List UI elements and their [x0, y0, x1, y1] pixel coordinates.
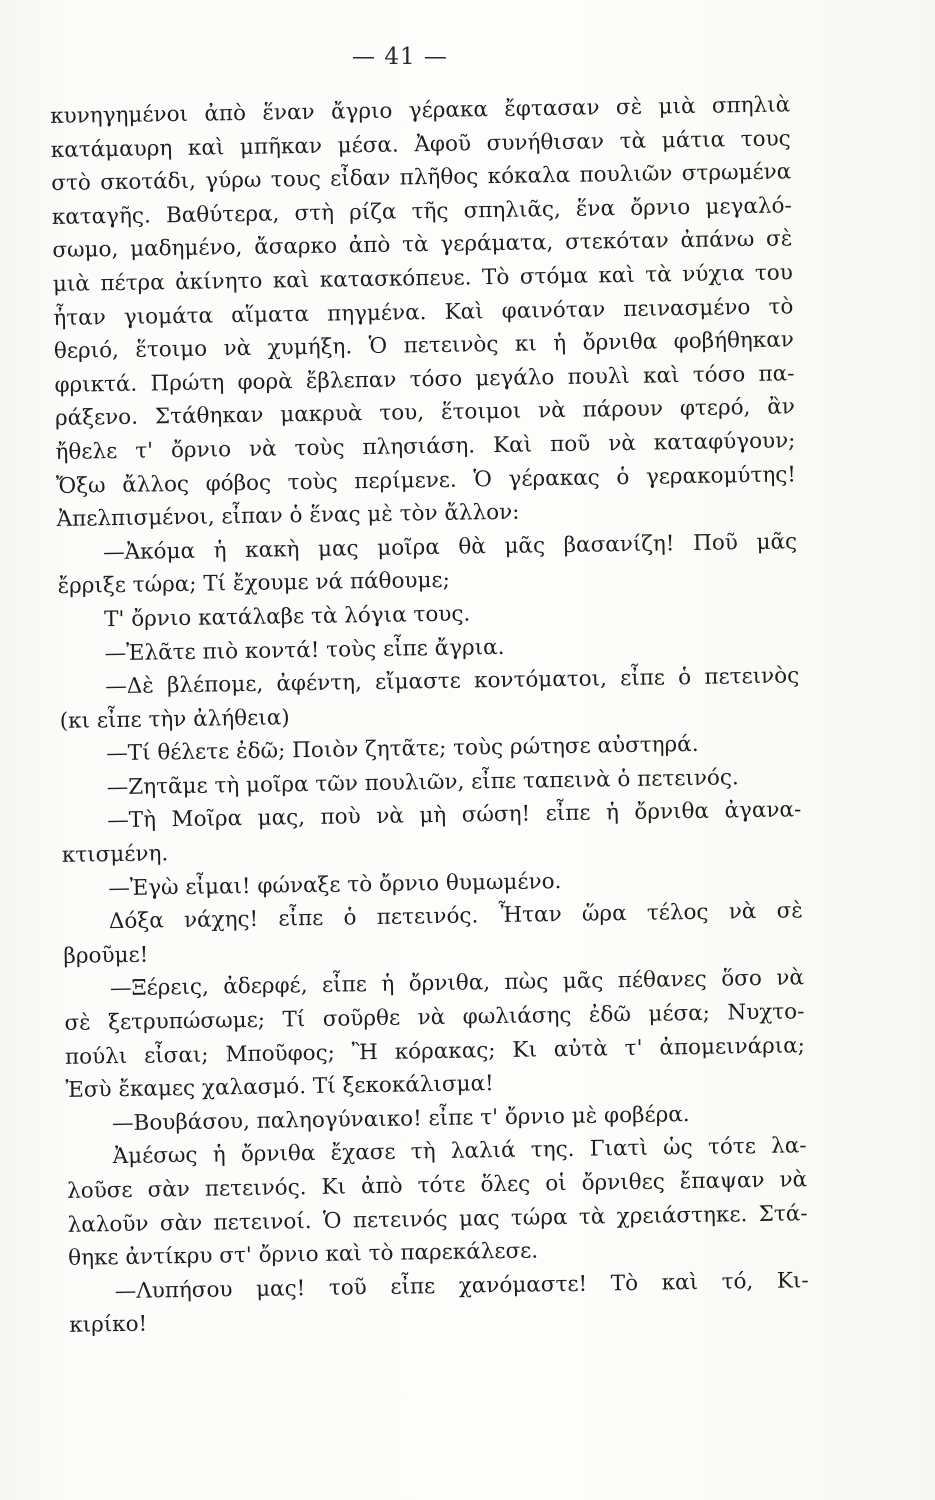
text-line: —Λυπήσου μας! τοῦ εἶπε χανόμαστε! Τὸ καὶ τό, Κι- — [114, 1268, 809, 1304]
text-line: στὸ σκοτάδι, γύρω τους εἶδαν πλῆθος κόκαλα πουλιῶν στρωμένα — [51, 159, 792, 197]
text-line: κατάμαυρη καὶ μπῆκαν μέσα. Ἀφοῦ συνήθισαν τὰ μάτια τους — [50, 125, 791, 163]
text-line: ράξενο. Στάθηκαν μακρυὰ του, ἕτοιμοι νὰ πάρουν φτερό, ἂν — [54, 394, 796, 432]
text-line: σὲ ξετρυπώσωμε; Τί σοῦρθε νὰ φωλιάσης ἐδῶ μέσα; Νυχτο- — [64, 999, 805, 1036]
text-line: ἔρριξε τώρα; Τί ἔχουμε νά πάθουμε; — [57, 568, 451, 600]
text-line: Ὄξω ἄλλος φόβος τοὺς περίμενε. Ὁ γέρακας ὁ γερακομύτης! — [55, 461, 797, 499]
text-line: —Ξέρεις, ἀδερφέ, εἶπε ἡ ὄρνιθα, πὼς μᾶς πέθανες ὅσο νὰ — [109, 965, 805, 1002]
text-line: μιὰ πέτρα ἀκίνητο καὶ κατασκόπευε. Τὸ στόμα καὶ τὰ νύχια του — [52, 260, 794, 297]
text-line: ἦταν γιομάτα αἵματα πηγμένα. Καὶ φαινόταν πεινασμένο τὸ — [53, 293, 794, 331]
text-line: Τ' ὄρνιο κατάλαβε τὰ λόγια τους. — [103, 601, 471, 633]
text-line: —Δὲ βλέπομε, ἀφέντη, εἴμαστε κοντόματοι, εἶπε ὁ πετεινὸς — [105, 663, 800, 700]
body-text — [50, 88, 809, 1342]
text-line: Ἐσὺ ἔκαμες χαλασμό. Τί ξεκοκάλισμα! — [65, 1071, 494, 1104]
text-line: σωμο, μαδημένο, ἄσαρκο ἀπὸ τὰ γεράματα, στεκόταν ἀπάνω σὲ — [52, 226, 793, 264]
text-line: Δόξα νάχης! εἶπε ὁ πετεινός. Ἦταν ὥρα τέλος νὰ σὲ — [108, 898, 804, 935]
text-line: Ἀπελπισμένοι, εἶπαν ὁ ἕνας μὲ τὸν ἄλλον: — [56, 499, 520, 533]
text-line: κυνηγημένοι ἀπὸ ἕναν ἄγριο γέρακα ἔφτασαν σὲ μιὰ σπηλιὰ — [50, 92, 791, 129]
text-line: Ἀμέσως ἡ ὄρνιθα ἔχασε τὴ λαλιά της. Γιατὶ ὡς τότε λα- — [112, 1133, 807, 1170]
text-line: θεριό, ἕτοιμο νὰ χυμήξη. Ὁ πετεινὸς κι ἡ ὄρνιθα φοβήθηκαν — [53, 327, 795, 365]
text-line: —Ἀκόμα ἡ κακὴ μας μοῖρα θὰ μᾶς βασανίζη! Ποῦ μᾶς — [102, 529, 798, 565]
text-line: καταγῆς. Βαθύτερα, στὴ ρίζα τῆς σπηλιᾶς, ἕνα ὄρνιο μεγαλό- — [51, 193, 792, 230]
text-line: (κι εἶπε τὴν ἀλήθεια) — [59, 705, 290, 734]
text-line: —Ἐγὼ εἶμαι! φώναξε τὸ ὄρνιο θυμωμένο. — [108, 868, 562, 901]
text-line: κιρίκο! — [69, 1312, 148, 1339]
page-number: — 41 — — [352, 44, 448, 70]
text-line: πούλι εἶσαι; Μποῦφος; Ἢ κόρακας; Κι αὐτὰ τ' ἀπομεινάρια; — [64, 1032, 806, 1070]
text-line: λαλοῦν σὰν πετεινοί. Ὁ πετεινός μας τώρα τὰ χρειάστηκε. Στά- — [67, 1200, 808, 1238]
text-line: —Ζητᾶμε τὴ μοῖρα τῶν πουλιῶν, εἶπε ταπεινὰ ὁ πετεινός. — [106, 765, 739, 801]
text-line: ἤθελε τ' ὄρνιο νὰ τοὺς πλησιάση. Καὶ ποῦ νὰ καταφύγουν; — [55, 428, 796, 465]
text-line: —Τί θέλετε ἐδῶ; Ποιὸν ζητᾶτε; τοὺς ρώτησε αὐστηρά. — [106, 732, 699, 767]
text-line: —Βουβάσου, παληογύναικο! εἶπε τ' ὄρνιο μὲ φοβέρα. — [111, 1101, 690, 1136]
text-line: θηκε ἀντίκρυ στ' ὄρνιο καὶ τὸ παρεκάλεσε. — [68, 1238, 539, 1272]
text-line: κτισμένη. — [61, 841, 169, 868]
text-line: βροῦμε! — [63, 942, 149, 969]
text-line: φρικτά. Πρώτη φορὰ ἔβλεπαν τόσο μεγάλο πουλὶ καὶ τόσο πα- — [54, 361, 795, 398]
text-line: —Ἐλᾶτε πιὸ κοντά! τοὺς εἶπε ἄγρια. — [104, 634, 505, 666]
text-line: λοῦσε σὰν πετεινός. Κι ἀπὸ τότε ὅλες οἱ ὄρνιθες ἔπαψαν νὰ — [66, 1167, 808, 1204]
text-line: —Τὴ Μοῖρα μας, ποὺ νὰ μὴ σώση! εἶπε ἡ ὄρνιθα ἀγανα- — [107, 797, 802, 834]
